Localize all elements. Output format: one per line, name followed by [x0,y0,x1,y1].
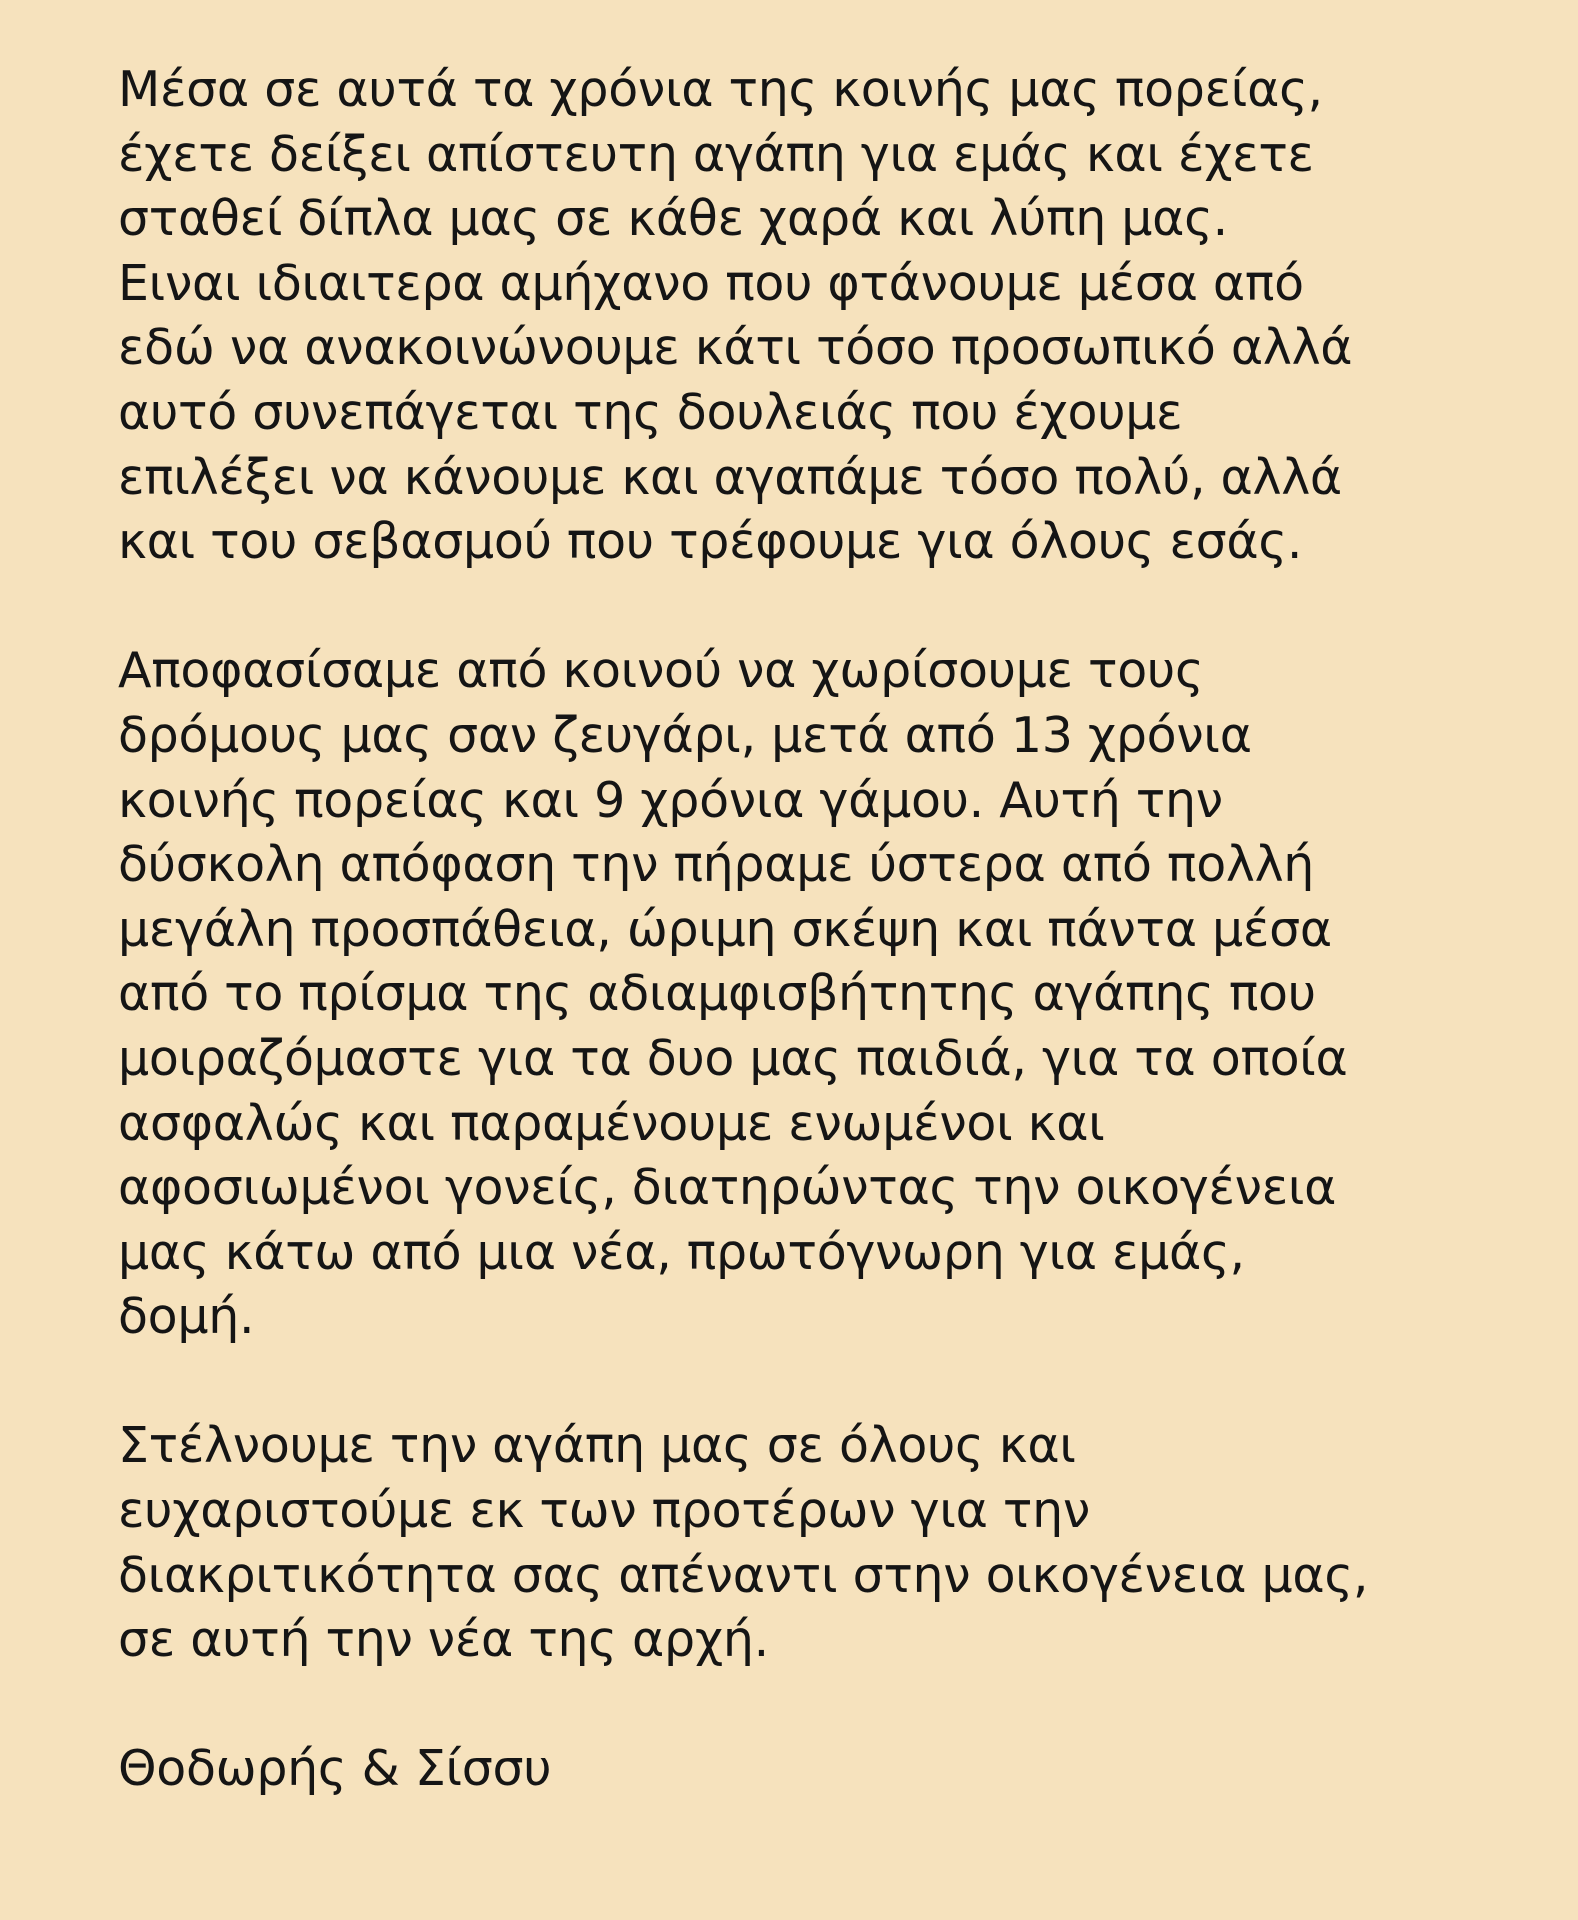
text-line: κοινής πορείας και 9 χρόνια γάμου. Αυτή την [118,771,1223,829]
text-line: δομή. [118,1288,255,1346]
text-line: Αποφασίσαμε από κοινού να χωρίσουμε τους [118,642,1204,700]
text-line: διακριτικότητα σας απέναντι στην οικογένεια μας, [118,1546,1369,1604]
text-line: ασφαλώς και παραμένουμε ενωμένοι και [118,1094,1105,1152]
text-line: έχετε δείξει απίστευτη αγάπη για εμάς και έχετε [118,125,1314,183]
signature: Θοδωρής & Σίσσυ [118,1740,552,1798]
text-line: δρόμους μας σαν ζευγάρι, μετά από 13 χρόνια [118,706,1252,764]
text-line: σταθεί δίπλα μας σε κάθε χαρά και λύπη μας. [118,190,1228,248]
text-line: αφοσιωμένοι γονείς, διατηρώντας την οικογένεια [118,1159,1337,1217]
paragraph-gap [118,575,1498,640]
text-line: μεγάλη προσπάθεια, ώριμη σκέψη και πάντα μέσα [118,900,1332,958]
text-line: ευχαριστούμε εκ των προτέρων για την [118,1482,1090,1540]
text-line: επιλέξει να κάνουμε και αγαπάμε τόσο πολύ, αλλά [118,448,1342,506]
paragraph-2 [118,639,1498,1350]
text-line: Μέσα σε αυτά τα χρόνια της κοινής μας πορείας, [118,61,1323,118]
text-line: Ειναι ιδιαιτερα αμήχανο που φτάνουμε μέσα από [118,254,1304,312]
text-line: εδώ να ανακοινώνουμε κάτι τόσο προσωπικό αλλά [118,319,1353,377]
text-line: Στέλνουμε την αγάπη μας σε όλους και [118,1417,1076,1475]
text-line: δύσκολη απόφαση την πήραμε ύστερα από πολλή [118,836,1315,894]
text-line: από το πρίσμα της αδιαμφισβήτητης αγάπης που [118,965,1316,1023]
paragraph-1 [118,58,1498,575]
paragraph-gap [118,1350,1498,1415]
paragraph-gap [118,1673,1498,1738]
text-line: μοιραζόμαστε για τα δυο μας παιδιά, για τα οποία [118,1029,1348,1087]
text-line: και του σεβασμού που τρέφουμε για όλους εσάς. [118,513,1303,571]
text-line: μας κάτω από μια νέα, πρωτόγνωρη για εμάς, [118,1223,1245,1281]
text-line: αυτό συνεπάγεται της δουλειάς που έχουμε [118,383,1183,441]
letter-body [118,58,1498,1802]
paragraph-3 [118,1414,1498,1672]
text-line: σε αυτή την νέα της αρχή. [118,1611,769,1669]
